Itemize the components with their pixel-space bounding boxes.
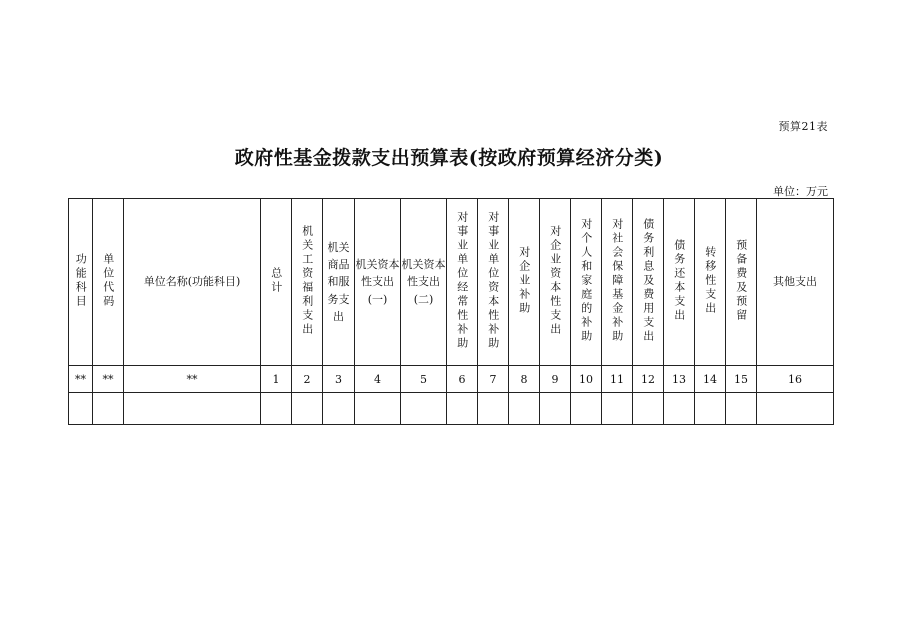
column-header-capital-2	[401, 199, 447, 366]
table-cell	[664, 393, 695, 425]
column-header-label: 对社会保障基金补助	[610, 217, 624, 344]
column-header-capital-1	[355, 199, 401, 366]
table-cell	[93, 393, 124, 425]
column-header-label: 机关商品和服务支出	[327, 241, 350, 323]
column-header-label: 债务还本支出	[672, 238, 686, 323]
column-header-total	[261, 199, 292, 366]
budget-table	[68, 198, 834, 425]
column-index-cell: 9	[540, 366, 571, 393]
table-cell	[509, 393, 540, 425]
column-index-cell: 16	[757, 366, 834, 393]
column-header-debt-interest	[633, 199, 664, 366]
unit-label: 单位：万元	[773, 185, 828, 198]
column-header-label: 单位代码	[101, 252, 115, 309]
column-index-cell: 14	[695, 366, 726, 393]
column-header-label: 债务利息及费用支出	[641, 217, 655, 344]
column-header-label: 对个人和家庭的补助	[579, 217, 593, 344]
column-header-label: 单位名称(功能科目)	[143, 275, 241, 289]
table-cell	[401, 393, 447, 425]
table-cell	[69, 393, 93, 425]
document-code: 预算21表	[778, 120, 828, 133]
table-cell	[292, 393, 323, 425]
column-header-label: 对事业单位资本性补助	[486, 210, 500, 351]
column-index-cell: 1	[261, 366, 292, 393]
column-header-debt-principal	[664, 199, 695, 366]
column-header-transfer	[695, 199, 726, 366]
table-cell	[540, 393, 571, 425]
table-cell	[323, 393, 355, 425]
column-header-label: 其他支出	[773, 275, 817, 289]
page-title: 政府性基金拨款支出预算表(按政府预算经济分类)	[234, 147, 664, 169]
table-cell	[124, 393, 261, 425]
column-header-inst-capital	[478, 199, 509, 366]
table-cell	[757, 393, 834, 425]
column-header-func-subject	[69, 199, 93, 366]
table-cell	[355, 393, 401, 425]
column-header-label: 功能科目	[74, 252, 88, 309]
table-cell	[478, 393, 509, 425]
column-header-label: 对企业资本性支出	[548, 224, 562, 337]
column-header-enterprise-capital	[540, 199, 571, 366]
table-cell	[602, 393, 633, 425]
column-header-label: 机关资本性支出(一)	[355, 258, 400, 306]
column-header-label: 预备费及预留	[734, 238, 748, 323]
column-header-other	[757, 199, 834, 366]
header-row	[69, 199, 834, 366]
column-header-label: 机关资本性支出(二)	[401, 258, 446, 306]
column-index-row	[69, 366, 834, 393]
column-header-label: 对事业单位经常性补助	[455, 210, 469, 351]
column-header-label: 机关工资福利支出	[300, 224, 314, 337]
column-index-cell: 7	[478, 366, 509, 393]
table-cell	[571, 393, 602, 425]
column-header-label: 总计	[269, 266, 283, 295]
table-body	[69, 366, 834, 425]
column-header-enterprise	[509, 199, 540, 366]
column-header-label: 对企业补助	[517, 245, 531, 316]
column-header-inst-operating	[447, 199, 478, 366]
column-index-cell: 6	[447, 366, 478, 393]
table-cell	[726, 393, 757, 425]
table-cell	[261, 393, 292, 425]
column-index-cell: **	[124, 366, 261, 393]
column-header-reserve	[726, 199, 757, 366]
column-header-unit-code	[93, 199, 124, 366]
column-index-cell: 2	[292, 366, 323, 393]
column-header-unit-name	[124, 199, 261, 366]
column-header-personal-family	[571, 199, 602, 366]
column-index-cell: **	[93, 366, 124, 393]
column-index-cell: 15	[726, 366, 757, 393]
table-cell	[695, 393, 726, 425]
column-index-cell: 4	[355, 366, 401, 393]
table-row	[69, 393, 834, 425]
table-cell	[633, 393, 664, 425]
column-index-cell: 11	[602, 366, 633, 393]
column-header-staff-welfare	[292, 199, 323, 366]
column-index-cell: **	[69, 366, 93, 393]
column-index-cell: 12	[633, 366, 664, 393]
column-header-social-security	[602, 199, 633, 366]
column-index-cell: 8	[509, 366, 540, 393]
column-header-label: 转移性支出	[703, 245, 717, 316]
table-cell	[447, 393, 478, 425]
column-index-cell: 3	[323, 366, 355, 393]
column-index-cell: 13	[664, 366, 695, 393]
column-header-goods-services	[323, 199, 355, 366]
column-index-cell: 10	[571, 366, 602, 393]
column-index-cell: 5	[401, 366, 447, 393]
